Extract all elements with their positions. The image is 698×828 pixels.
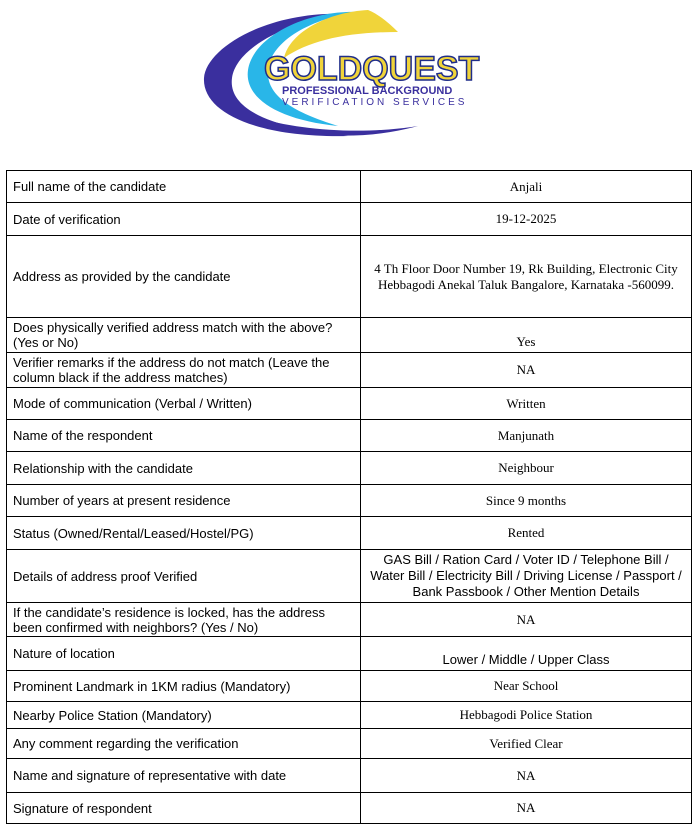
table-row [7,452,692,485]
row-label: Number of years at present residence [7,485,361,517]
table-row [7,517,692,550]
table-row [7,671,692,702]
row-label: Verifier remarks if the address do not match (Leave the column black if the address matches) [7,353,361,388]
table-row [7,388,692,420]
table-row [7,759,692,793]
row-value: Verified Clear [361,729,692,759]
table-row [7,203,692,236]
row-value: Neighbour [361,452,692,485]
table-row [7,485,692,517]
logo-tagline-1: PROFESSIONAL BACKGROUND [282,85,453,97]
row-label: If the candidate’s residence is locked, has the address been confirmed with neighbors? (Yes / No) [7,603,361,637]
row-value: NA [361,759,692,793]
row-label: Signature of respondent [7,793,361,824]
row-value: Manjunath [361,420,692,452]
table-row [7,603,692,637]
row-label: Name and signature of representative with date [7,759,361,793]
row-label: Status (Owned/Rental/Leased/Hostel/PG) [7,517,361,550]
logo-swoosh-bottom [258,118,418,136]
logo-brand-text: GOLDQUEST [264,50,480,88]
row-value: NA [361,603,692,637]
table-row [7,353,692,388]
verification-table [6,170,692,824]
table-row [7,793,692,824]
row-value: Lower / Middle / Upper Class [361,637,692,671]
row-label: Address as provided by the candidate [7,236,361,318]
table-row [7,550,692,603]
row-value: Rented [361,517,692,550]
table-row [7,171,692,203]
row-value: 4 Th Floor Door Number 19, Rk Building, Electronic City Hebbagodi Anekal Taluk Bangalore, Karnataka -560099. [361,236,692,318]
table-row [7,702,692,729]
row-label: Mode of communication (Verbal / Written) [7,388,361,420]
row-value: Since 9 months [361,485,692,517]
row-value: NA [361,793,692,824]
row-label: Relationship with the candidate [7,452,361,485]
row-value: Near School [361,671,692,702]
row-value: GAS Bill / Ration Card / Voter ID / Telephone Bill / Water Bill / Electricity Bill / Driving License / Passport / Bank Passbook / Other Mention Details [361,550,692,603]
row-value: Anjali [361,171,692,203]
row-label: Nearby Police Station (Mandatory) [7,702,361,729]
table-row [7,637,692,671]
logo-graphic [198,8,504,142]
row-label: Does physically verified address match with the above? (Yes or No) [7,318,361,353]
row-label: Prominent Landmark in 1KM radius (Mandatory) [7,671,361,702]
row-label: Name of the respondent [7,420,361,452]
row-label: Details of address proof Verified [7,550,361,603]
row-label: Any comment regarding the verification [7,729,361,759]
table-row [7,318,692,353]
row-value: Yes [361,318,692,353]
row-label: Nature of location [7,637,361,671]
row-value: Hebbagodi Police Station [361,702,692,729]
row-value: 19-12-2025 [361,203,692,236]
row-value: Written [361,388,692,420]
table-row [7,729,692,759]
row-label: Full name of the candidate [7,171,361,203]
row-value: NA [361,353,692,388]
row-label: Date of verification [7,203,361,236]
logo-tagline-2: VERIFICATION SERVICES [282,97,468,108]
goldquest-logo [198,8,504,142]
table-row [7,236,692,318]
table-row [7,420,692,452]
